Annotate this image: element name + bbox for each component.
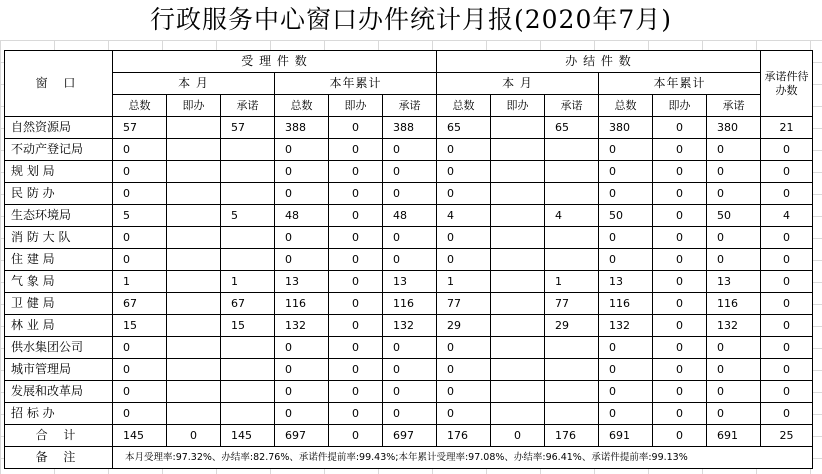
window-name: 自然资源局	[5, 117, 113, 139]
table-cell[interactable]: 0	[707, 381, 761, 403]
table-cell[interactable]: 0	[653, 403, 707, 425]
table-cell[interactable]: 0	[383, 359, 437, 381]
table-cell[interactable]: 4	[761, 205, 813, 227]
table-cell[interactable]	[167, 403, 221, 425]
table-cell[interactable]: 0	[113, 249, 167, 271]
total-row-label: 合 计	[5, 425, 113, 447]
table-cell[interactable]	[167, 315, 221, 337]
col-promise-header: 承诺	[383, 95, 437, 117]
table-cell[interactable]	[167, 183, 221, 205]
table-cell[interactable]: 0	[761, 161, 813, 183]
window-name: 民 防 办	[5, 183, 113, 205]
table-cell[interactable]	[491, 183, 545, 205]
window-name: 招 标 办	[5, 403, 113, 425]
table-cell[interactable]: 29	[545, 315, 599, 337]
table-cell[interactable]: 15	[221, 315, 275, 337]
report-title: 行政服务中心窗口办件统计月报(2020年7月)	[149, 5, 673, 34]
table-cell[interactable]: 48	[275, 205, 329, 227]
table-cell[interactable]: 4	[545, 205, 599, 227]
table-cell[interactable]: 1	[113, 271, 167, 293]
col-instant-header: 即办	[329, 95, 383, 117]
note-row	[5, 447, 813, 469]
window-name: 住 建 局	[5, 249, 113, 271]
table-cell[interactable]: 0	[329, 271, 383, 293]
col-instant-header: 即办	[167, 95, 221, 117]
table-cell[interactable]: 697	[383, 425, 437, 447]
table-cell[interactable]: 0	[113, 183, 167, 205]
window-name: 气 象 局	[5, 271, 113, 293]
table-cell[interactable]: 0	[275, 161, 329, 183]
table-cell[interactable]: 5	[221, 205, 275, 227]
statistics-table	[4, 50, 813, 469]
table-cell[interactable]: 0	[707, 403, 761, 425]
table-cell[interactable]: 380	[599, 117, 653, 139]
table-cell[interactable]: 67	[113, 293, 167, 315]
table-cell[interactable]: 0	[761, 315, 813, 337]
table-cell[interactable]: 1	[221, 271, 275, 293]
table-cell[interactable]	[545, 139, 599, 161]
col-instant-header: 即办	[491, 95, 545, 117]
window-name: 发展和改革局	[5, 381, 113, 403]
table-cell[interactable]: 0	[761, 359, 813, 381]
table-cell[interactable]: 0	[653, 381, 707, 403]
table-cell[interactable]: 0	[761, 183, 813, 205]
table-cell[interactable]: 691	[707, 425, 761, 447]
table-cell[interactable]: 0	[437, 183, 491, 205]
table-cell[interactable]: 0	[275, 139, 329, 161]
table-cell[interactable]	[491, 359, 545, 381]
table-cell[interactable]: 0	[761, 249, 813, 271]
table-cell[interactable]: 57	[113, 117, 167, 139]
table-cell[interactable]: 0	[653, 315, 707, 337]
completed-year-total-header: 本年累计	[599, 73, 761, 95]
window-name: 规 划 局	[5, 161, 113, 183]
table-cell[interactable]: 0	[491, 425, 545, 447]
window-name: 生态环境局	[5, 205, 113, 227]
window-name: 卫 健 局	[5, 293, 113, 315]
col-promise-header: 承诺	[221, 95, 275, 117]
window-name: 供水集团公司	[5, 337, 113, 359]
table-cell[interactable]: 132	[275, 315, 329, 337]
table-cell[interactable]: 132	[599, 315, 653, 337]
table-cell[interactable]: 0	[113, 337, 167, 359]
table-cell[interactable]	[167, 337, 221, 359]
table-cell[interactable]: 691	[599, 425, 653, 447]
table-cell[interactable]: 0	[383, 161, 437, 183]
table-cell[interactable]	[221, 183, 275, 205]
window-name: 消 防 大 队	[5, 227, 113, 249]
table-cell[interactable]: 0	[167, 425, 221, 447]
table-cell[interactable]: 0	[329, 117, 383, 139]
table-cell[interactable]: 388	[275, 117, 329, 139]
table-cell[interactable]: 13	[707, 271, 761, 293]
table-cell[interactable]: 0	[329, 425, 383, 447]
table-cell[interactable]: 145	[221, 425, 275, 447]
table-cell[interactable]: 48	[383, 205, 437, 227]
table-cell[interactable]	[167, 381, 221, 403]
table-cell[interactable]: 0	[761, 139, 813, 161]
table-cell[interactable]	[491, 205, 545, 227]
table-cell[interactable]: 0	[383, 337, 437, 359]
table-cell[interactable]	[167, 205, 221, 227]
table-cell[interactable]: 0	[653, 249, 707, 271]
table-row	[5, 205, 813, 227]
table-cell[interactable]: 0	[113, 227, 167, 249]
table-row	[5, 249, 813, 271]
table-cell[interactable]: 77	[545, 293, 599, 315]
col-promise-header: 承诺	[707, 95, 761, 117]
table-cell[interactable]: 67	[221, 293, 275, 315]
table-cell[interactable]: 0	[275, 183, 329, 205]
table-cell[interactable]: 132	[383, 315, 437, 337]
table-cell[interactable]: 116	[599, 293, 653, 315]
table-cell[interactable]: 50	[707, 205, 761, 227]
table-cell[interactable]: 0	[761, 271, 813, 293]
table-cell[interactable]: 116	[383, 293, 437, 315]
table-cell[interactable]: 132	[707, 315, 761, 337]
table-cell[interactable]: 1	[545, 271, 599, 293]
table-cell[interactable]	[167, 161, 221, 183]
table-cell[interactable]	[221, 403, 275, 425]
spreadsheet-grid	[0, 40, 822, 474]
table-cell[interactable]: 0	[383, 183, 437, 205]
table-row	[5, 315, 813, 337]
table-cell[interactable]	[491, 381, 545, 403]
table-cell[interactable]: 0	[113, 161, 167, 183]
table-cell[interactable]: 0	[707, 183, 761, 205]
accepted-this-month-header: 本 月	[113, 73, 275, 95]
note-text[interactable]: 本月受理率:97.32%、办结率:82.76%、承诺件提前率:99.43%;本年累计受理率:97.08%、办结率:96.41%、承诺件提前率:99.13%	[113, 447, 813, 469]
table-cell[interactable]: 13	[275, 271, 329, 293]
col-total-header: 总数	[599, 95, 653, 117]
col-instant-header: 即办	[653, 95, 707, 117]
table-cell[interactable]	[167, 293, 221, 315]
table-cell[interactable]: 0	[275, 381, 329, 403]
table-cell[interactable]	[221, 337, 275, 359]
table-cell[interactable]	[545, 381, 599, 403]
table-cell[interactable]: 0	[599, 359, 653, 381]
table-cell[interactable]: 0	[437, 381, 491, 403]
table-cell[interactable]: 0	[275, 403, 329, 425]
table-cell[interactable]: 0	[275, 249, 329, 271]
table-cell[interactable]: 0	[437, 403, 491, 425]
table-cell[interactable]: 0	[653, 205, 707, 227]
table-cell[interactable]	[545, 227, 599, 249]
accepted-year-total-header: 本年累计	[275, 73, 437, 95]
table-cell[interactable]	[491, 293, 545, 315]
table-cell[interactable]: 380	[707, 117, 761, 139]
note-label: 备 注	[5, 447, 113, 469]
table-cell[interactable]	[221, 139, 275, 161]
table-cell[interactable]: 0	[275, 227, 329, 249]
table-cell[interactable]: 0	[653, 139, 707, 161]
table-cell[interactable]: 0	[599, 161, 653, 183]
table-cell[interactable]: 0	[437, 337, 491, 359]
table-cell[interactable]: 5	[113, 205, 167, 227]
table-cell[interactable]: 0	[383, 403, 437, 425]
table-cell[interactable]	[167, 117, 221, 139]
table-cell[interactable]	[167, 359, 221, 381]
table-cell[interactable]: 0	[113, 403, 167, 425]
table-cell[interactable]: 50	[599, 205, 653, 227]
table-cell[interactable]: 0	[599, 183, 653, 205]
table-cell[interactable]	[491, 337, 545, 359]
table-cell[interactable]: 0	[275, 359, 329, 381]
table-cell[interactable]: 4	[437, 205, 491, 227]
table-cell[interactable]	[167, 139, 221, 161]
table-cell[interactable]	[545, 249, 599, 271]
table-row	[5, 271, 813, 293]
window-name: 城市管理局	[5, 359, 113, 381]
table-cell[interactable]: 0	[653, 117, 707, 139]
table-cell[interactable]: 697	[275, 425, 329, 447]
table-cell[interactable]: 0	[707, 139, 761, 161]
table-cell[interactable]: 0	[599, 249, 653, 271]
table-cell[interactable]: 0	[329, 249, 383, 271]
table-cell[interactable]: 0	[707, 249, 761, 271]
table-cell[interactable]: 0	[383, 139, 437, 161]
table-cell[interactable]: 13	[383, 271, 437, 293]
table-cell[interactable]	[545, 359, 599, 381]
col-total-header: 总数	[437, 95, 491, 117]
table-row	[5, 403, 813, 425]
table-cell[interactable]: 0	[329, 403, 383, 425]
col-total-header: 总数	[275, 95, 329, 117]
table-cell[interactable]: 0	[275, 337, 329, 359]
table-cell[interactable]: 1	[437, 271, 491, 293]
table-row	[5, 337, 813, 359]
table-row	[5, 139, 813, 161]
table-cell[interactable]: 145	[113, 425, 167, 447]
table-cell[interactable]: 0	[329, 139, 383, 161]
table-cell[interactable]: 0	[653, 293, 707, 315]
table-cell[interactable]: 77	[437, 293, 491, 315]
table-cell[interactable]: 0	[761, 403, 813, 425]
table-cell[interactable]	[491, 161, 545, 183]
table-row	[5, 227, 813, 249]
window-name: 不动产登记局	[5, 139, 113, 161]
table-cell[interactable]: 0	[599, 227, 653, 249]
table-cell[interactable]: 0	[707, 359, 761, 381]
table-row	[5, 117, 813, 139]
table-cell[interactable]: 0	[599, 381, 653, 403]
table-cell[interactable]: 13	[599, 271, 653, 293]
col-promise-header: 承诺	[545, 95, 599, 117]
table-cell[interactable]: 176	[437, 425, 491, 447]
table-cell[interactable]: 0	[707, 227, 761, 249]
table-cell[interactable]	[545, 403, 599, 425]
table-cell[interactable]: 0	[653, 425, 707, 447]
table-cell[interactable]: 116	[707, 293, 761, 315]
table-cell[interactable]: 0	[329, 227, 383, 249]
table-cell[interactable]: 0	[383, 249, 437, 271]
table-cell[interactable]: 21	[761, 117, 813, 139]
col-total-header: 总数	[113, 95, 167, 117]
completed-this-month-header: 本 月	[437, 73, 599, 95]
table-cell[interactable]: 0	[599, 337, 653, 359]
table-cell[interactable]: 0	[653, 271, 707, 293]
table-row	[5, 161, 813, 183]
table-cell[interactable]: 0	[653, 227, 707, 249]
table-cell[interactable]	[491, 249, 545, 271]
table-body	[5, 117, 813, 425]
table-cell[interactable]: 0	[329, 381, 383, 403]
table-cell[interactable]: 0	[329, 337, 383, 359]
table-cell[interactable]	[221, 227, 275, 249]
table-cell[interactable]: 15	[113, 315, 167, 337]
accepted-header: 受 理 件 数	[113, 51, 437, 73]
table-cell[interactable]: 25	[761, 425, 813, 447]
table-cell[interactable]	[221, 359, 275, 381]
table-cell[interactable]: 0	[113, 139, 167, 161]
table-cell[interactable]	[545, 161, 599, 183]
table-cell[interactable]: 0	[329, 161, 383, 183]
table-cell[interactable]: 0	[653, 337, 707, 359]
table-cell[interactable]: 0	[113, 381, 167, 403]
table-cell[interactable]: 0	[437, 161, 491, 183]
table-cell[interactable]	[545, 183, 599, 205]
window-header: 窗 口	[5, 51, 113, 117]
table-cell[interactable]: 0	[707, 161, 761, 183]
table-cell[interactable]: 176	[545, 425, 599, 447]
table-cell[interactable]: 0	[329, 205, 383, 227]
table-cell[interactable]: 57	[221, 117, 275, 139]
table-cell[interactable]	[491, 315, 545, 337]
total-row	[5, 425, 813, 447]
table-cell[interactable]: 0	[383, 227, 437, 249]
table-cell[interactable]	[545, 337, 599, 359]
completed-header: 办 结 件 数	[437, 51, 761, 73]
table-cell[interactable]: 0	[437, 139, 491, 161]
table-cell[interactable]: 0	[653, 359, 707, 381]
table-cell[interactable]	[491, 227, 545, 249]
table-cell[interactable]: 65	[437, 117, 491, 139]
table-cell[interactable]: 0	[707, 337, 761, 359]
table-cell[interactable]: 0	[437, 227, 491, 249]
table-cell[interactable]: 0	[761, 293, 813, 315]
table-cell[interactable]: 388	[383, 117, 437, 139]
table-cell[interactable]	[221, 249, 275, 271]
table-cell[interactable]: 0	[599, 139, 653, 161]
table-cell[interactable]: 29	[437, 315, 491, 337]
table-cell[interactable]: 0	[761, 227, 813, 249]
table-cell[interactable]	[491, 271, 545, 293]
table-cell[interactable]	[491, 403, 545, 425]
table-cell[interactable]	[491, 139, 545, 161]
table-cell[interactable]: 0	[761, 381, 813, 403]
table-cell[interactable]: 116	[275, 293, 329, 315]
table-cell[interactable]: 0	[329, 359, 383, 381]
table-cell[interactable]: 0	[599, 403, 653, 425]
window-name: 林 业 局	[5, 315, 113, 337]
table-cell[interactable]	[167, 227, 221, 249]
table-cell[interactable]	[221, 381, 275, 403]
table-row	[5, 293, 813, 315]
table-cell[interactable]: 0	[761, 337, 813, 359]
table-row	[5, 381, 813, 403]
table-cell[interactable]	[221, 161, 275, 183]
table-cell[interactable]	[167, 249, 221, 271]
table-cell[interactable]: 65	[545, 117, 599, 139]
table-cell[interactable]: 0	[437, 359, 491, 381]
table-cell[interactable]: 0	[653, 183, 707, 205]
table-cell[interactable]	[167, 271, 221, 293]
pending-header: 承诺件待办数	[761, 51, 813, 117]
table-cell[interactable]: 0	[329, 293, 383, 315]
table-cell[interactable]: 0	[383, 381, 437, 403]
table-row	[5, 359, 813, 381]
table-cell[interactable]	[491, 117, 545, 139]
table-cell[interactable]: 0	[437, 249, 491, 271]
table-cell[interactable]: 0	[329, 315, 383, 337]
table-cell[interactable]: 0	[113, 359, 167, 381]
table-cell[interactable]: 0	[653, 161, 707, 183]
table-cell[interactable]: 0	[329, 183, 383, 205]
table-row	[5, 183, 813, 205]
